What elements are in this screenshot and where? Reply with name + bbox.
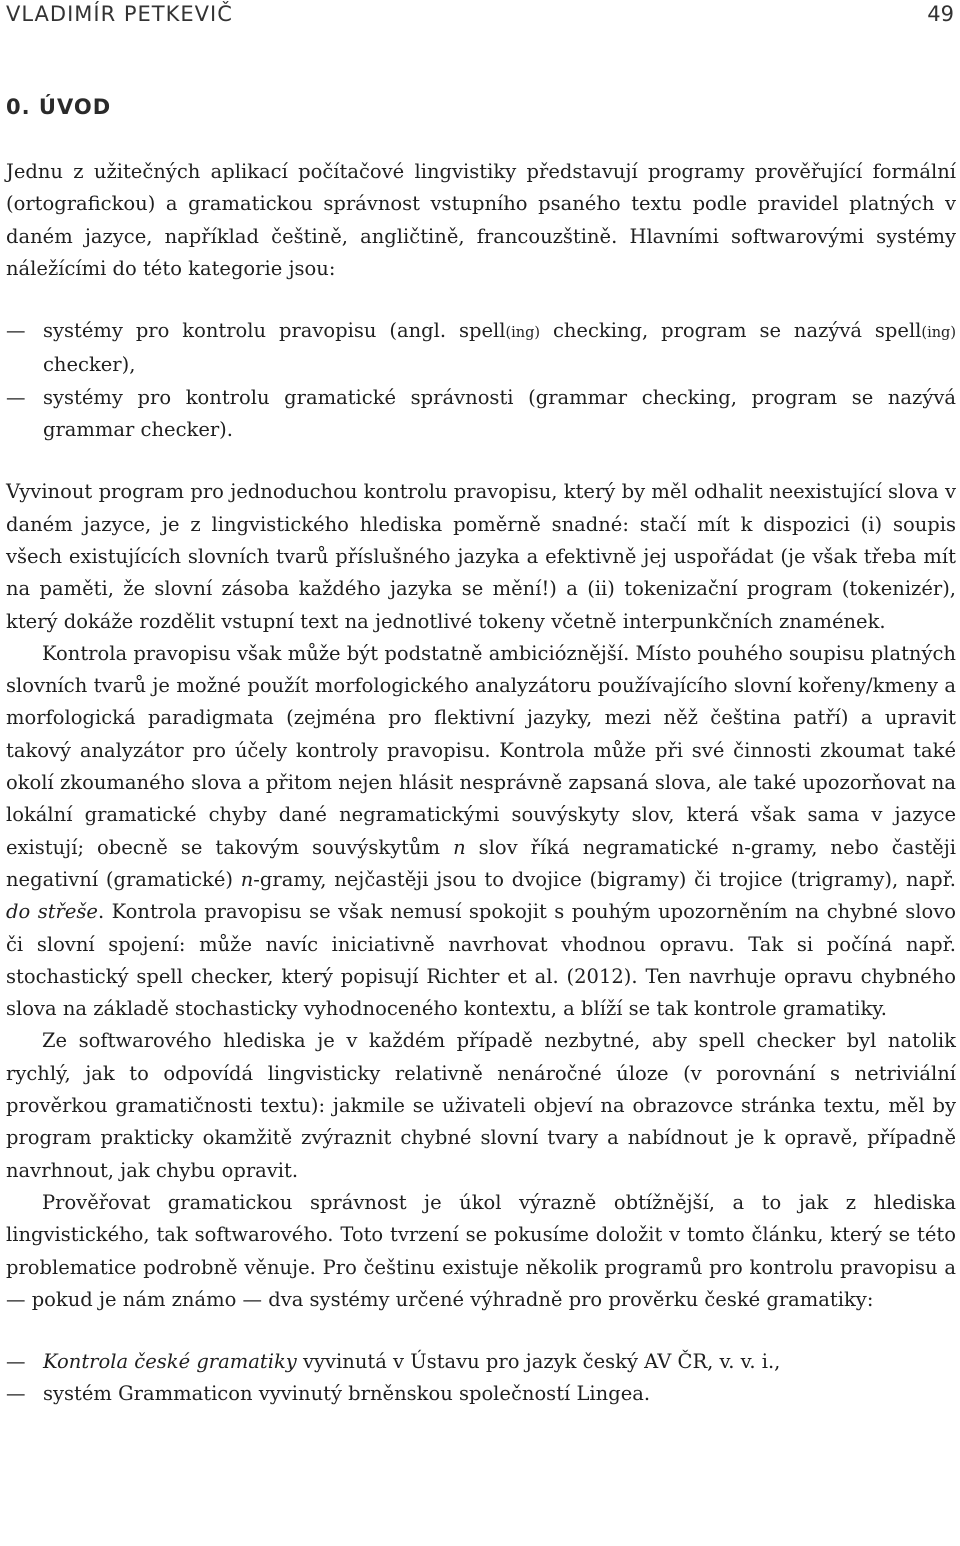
list-item-grammaticon <box>6 1378 956 1410</box>
italic-n: n <box>240 867 254 891</box>
czech-grammar-systems-list <box>6 1346 956 1411</box>
list-item-text: systémy pro kontrolu pravopisu (angl. spell <box>43 319 506 343</box>
italic-n: n <box>453 835 466 859</box>
paragraph-text: Kontrola pravopisu však může být podstatně ambicióznější. Místo pouhého soupisu platných slovních tvarů je možné použít morfologického analyzátoru používajícího slovní kořeny/kmeny a morfologická paradigmata (zejména pro flektivní jazyky, mezi něž čeština patří) a upravit takový analyzátor pro účely kontroly pravopisu. Kontrola může při své činnosti zkoumat také okolí zkoumaného slova a přitom nejen hlásit nesprávně zapsaná slova, ale také upozorňovat na lokální gramatické chyby dané negramatickými souvýskyty slov, která však sama v jazyce existují; obecně se takovým souvýskytům <box>6 641 956 859</box>
list-item-text: checker), <box>43 353 136 377</box>
page-number: 49 <box>927 2 954 26</box>
paragraph-text: -gramy, nejčastěji jsou to dvojice (bigramy) či trojice (trigramy), např. <box>253 867 956 891</box>
list-item-text: vyvinutá v Ústavu pro jazyk český AV ČR, v. v. i., <box>296 1350 781 1374</box>
paragraph-text: slov říká negramatické n-gramy, nebo častěji negativní (gramatické) <box>6 835 956 891</box>
list-item-spell-checking <box>6 315 956 382</box>
paragraph-spell-check-ambitious <box>6 638 956 1026</box>
list-item-text: systém Grammaticon vyvinutý brněnskou společností Lingea. <box>43 1382 651 1406</box>
list-item-kontrola <box>6 1346 956 1378</box>
paragraph-software-view: Ze softwarového hlediska je v každém případě nezbytné, aby spell checker byl natolik rychlý, jak to odpovídá lingvisticky relativně nenáročné úloze (v porovnání s netriviální prověrkou gramatičnosti textu): jakmile se uživateli objeví na obrazovce stránka textu, měl by program prakticky okamžitě zvýraznit chybné slovní tvary a nabídnout je k opravě, případně navrhnout, jak chybu opravit. <box>6 1029 956 1182</box>
list-item-text: checking, program se nazývá spell <box>540 319 922 343</box>
paragraph-intro: Jednu z užitečných aplikací počítačové lingvistiky představují programy prověřující formální (ortografickou) a gramatickou správnost vstupního psaného textu podle pravidel platných v daném jazyce, například češtině, angličtině, francouzštině. Hlavními softwarovými systémy náležícími do této kategorie jsou: <box>6 160 956 280</box>
paragraph-grammar-check: Prověřovat gramatickou správnost je úkol výrazně obtížnější, a to jak z hlediska lingvistického, tak softwarového. Toto tvrzení se pokusíme doložit v tomto článku, který se této problematice podrobně věnuje. Pro češtinu existuje několik programů pro kontrolu pravopisu a — pokud je nám známo — dva systémy určené výhradně pro prověrku české gramatiky: <box>6 1190 956 1311</box>
ing-suffix: (ing) <box>505 325 541 342</box>
system-name: Kontrola české gramatiky <box>43 1350 297 1374</box>
running-head-author: VLADIMÍR PETKEVIČ <box>6 2 233 26</box>
paragraph-text: . Kontrola pravopisu se však nemusí spokojit s pouhým upozorněním na chybné slovo či slovní spojení: může navíc iniciativně navrhovat vhodnou opravu. Tak si počíná např. stochastický spell checker, který popisují Richter et al. (2012). Ten navrhuje opravu chybného slova na základě stochasticky vyhodnoceného kontextu, a blíží se tak kontrole gramatiky. <box>6 900 956 1021</box>
example-phrase: do střeše <box>6 900 98 924</box>
ing-suffix: (ing) <box>921 325 956 342</box>
list-item-text: systémy pro kontrolu gramatické správnosti (grammar checking, program se nazývá grammar checker). <box>43 385 956 442</box>
article-body <box>6 156 956 1411</box>
list-item-grammar-checking <box>6 382 956 447</box>
system-types-list <box>6 315 956 446</box>
paragraph-spell-check: Vyvinout program pro jednoduchou kontrolu pravopisu, který by měl odhalit neexistující slova v daném jazyce, je z lingvistického hlediska poměrně snadné: stačí mít k dispozici (i) soupis všech existujících slovních tvarů příslušného jazyka a efektivně jej uspořádat (je však třeba mít na paměti, že slovní zásoba každého jazyka se mění!) a (ii) tokenizační program (tokenizér), který dokáže rozdělit vstupní text na jednotlivé tokeny včetně interpunkčních znamének. <box>6 480 956 633</box>
section-heading: 0. ÚVOD <box>6 95 112 119</box>
